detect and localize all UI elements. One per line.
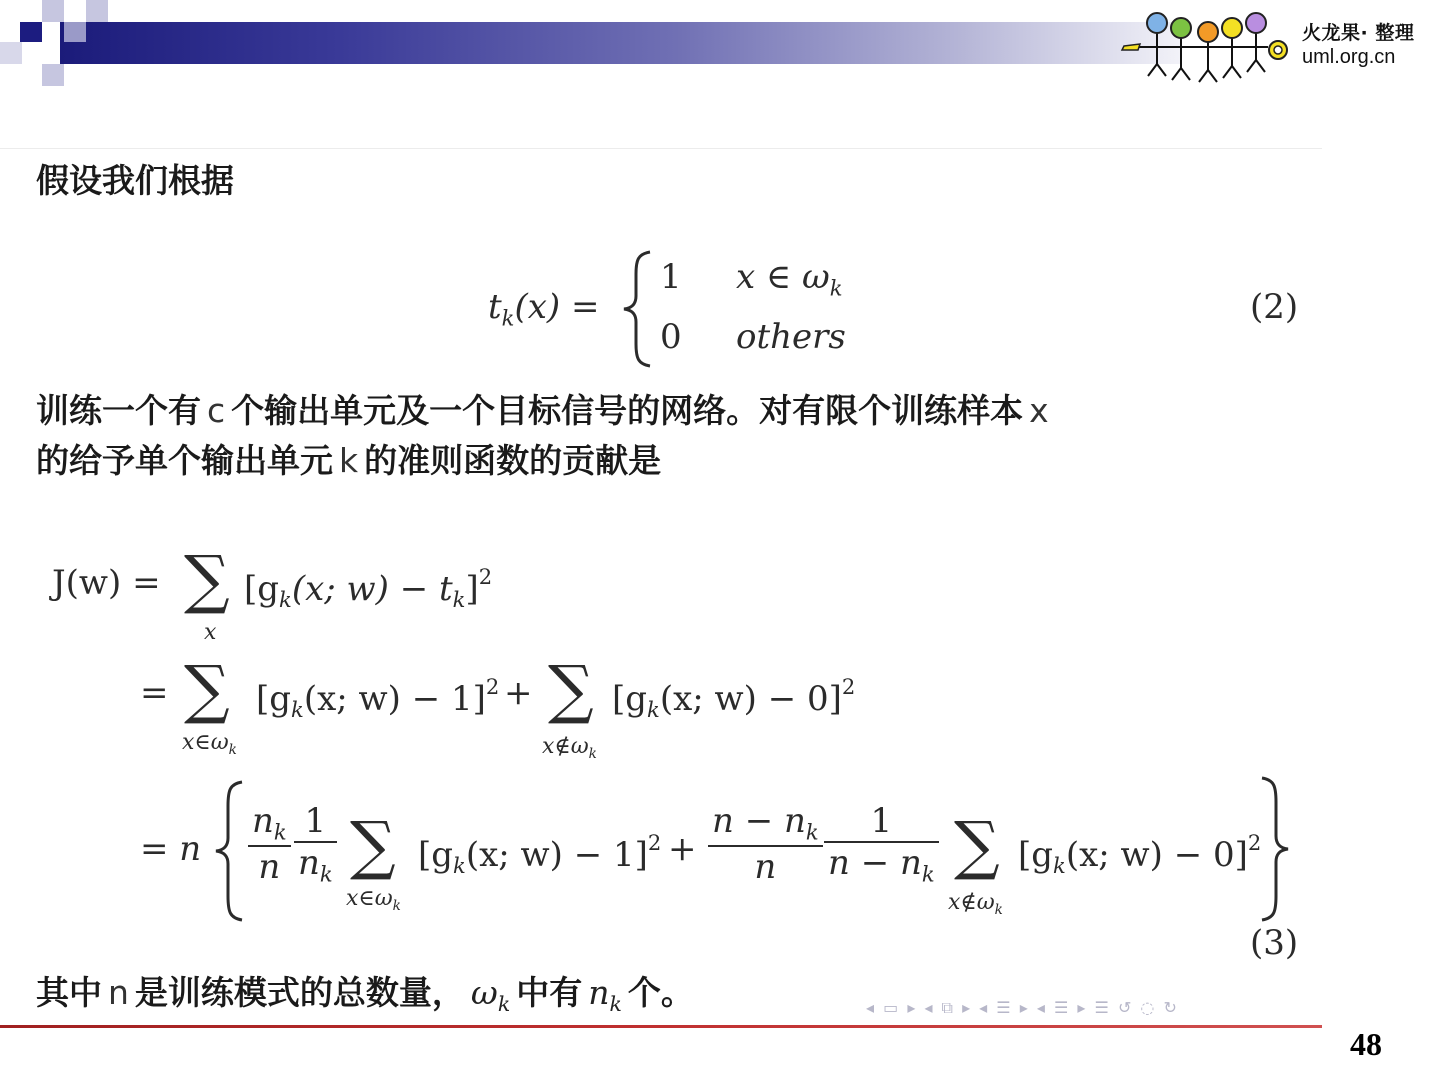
- eq2-lhs: $t_k(x)$ =: [488, 287, 600, 331]
- eq2-case1-condition: x ∈ $\omega_k$: [736, 257, 843, 301]
- eq3-row2-under1: $x\in\omega_k$: [182, 730, 237, 758]
- eq2-label: (2): [1250, 287, 1299, 327]
- header-square-lavender: [86, 0, 108, 22]
- eq3-row3-eq: = n: [140, 829, 202, 869]
- left-brace-icon: [620, 248, 656, 370]
- sum-symbol-icon: ∑: [350, 809, 396, 883]
- sum-symbol-icon: ∑: [548, 653, 594, 727]
- right-brace-icon: [1256, 774, 1292, 924]
- logo-url: uml.org.cn: [1302, 46, 1396, 68]
- beamer-navigation-icons[interactable]: ◂ ▭ ▸ ◂ ⧉ ▸ ◂ ☰ ▸ ◂ ☰ ▸ ☰ ↺ ◌ ↻: [866, 998, 1179, 1017]
- sum-symbol-icon: ∑: [184, 543, 230, 617]
- eq3-row1-under: x: [204, 620, 217, 645]
- text-last-line: 其中 n 是训练模式的总数量， $\omega_k$ 中有 $n_k$ 个。: [36, 973, 694, 1017]
- eq2-case2-value: 0: [660, 317, 682, 357]
- text-para-line1: 训练一个有 c 个输出单元及一个目标信号的网络。对有限个训练样本 x: [36, 391, 1049, 430]
- eq3-row3-term1: [$g_k(x$; w) − 1]$^2$: [418, 830, 662, 879]
- eq3-row3-term2: [$g_k(x$; w) − 0]$^2$: [1018, 830, 1262, 879]
- eq3-row3-under1: $x\in\omega_k$: [346, 886, 401, 914]
- eq3-row1-body: [$g_k(x$; $w) - t_k]^2$: [244, 564, 493, 613]
- fraction-nk-over-n: $\frac{n_k}{n}$: [248, 802, 291, 887]
- footer-divider: [0, 1025, 1322, 1028]
- eq3-row2-eq: =: [140, 673, 169, 713]
- fraction-n-minus-nk-over-n: $\frac{n - n_k}{n}$: [708, 802, 823, 887]
- header-gradient-bar: [60, 22, 1180, 64]
- eq2-case2-condition: others: [736, 317, 846, 357]
- sum-symbol-icon: ∑: [954, 809, 1000, 883]
- eq2-case1-value: 1: [660, 257, 682, 297]
- eq3-row2-under2: $x\notin\omega_k$: [542, 734, 597, 762]
- eq3-row3-under2: $x\notin\omega_k$: [948, 890, 1003, 918]
- stick-figures-logo-icon: [1118, 8, 1298, 86]
- text-line1: 假设我们根据: [36, 161, 234, 200]
- eq3-row2-plus: +: [504, 673, 533, 713]
- header-square-navy: [20, 22, 42, 42]
- eq3-row2-term1: [$g_k(x$; w) − 1]$^2$: [256, 674, 500, 723]
- page-number: 48: [1350, 1026, 1382, 1062]
- header-square-lavender: [0, 42, 22, 64]
- text-para-line2: 的给予单个输出单元 k 的准则函数的贡献是: [36, 441, 662, 480]
- sum-symbol-icon: ∑: [184, 653, 230, 727]
- eq3-row3-plus: +: [668, 829, 697, 869]
- left-brace-icon: [212, 778, 248, 924]
- header-square-lavender: [42, 0, 64, 22]
- fraction-1-over-nk: $\frac{1}{n_k}$: [294, 802, 337, 887]
- eq3-label: (3): [1250, 923, 1299, 963]
- logo-text-cn: 火龙果· 整理: [1302, 22, 1415, 44]
- header-square-lavender: [42, 64, 64, 86]
- eq3-row2-term2: [$g_k(x$; w) − 0]$^2$: [612, 674, 856, 723]
- header-square-lavender: [64, 22, 86, 42]
- fraction-1-over-n-minus-nk: $\frac{1}{n - n_k}$: [824, 802, 939, 887]
- eq3-row1-lhs: J(w) =: [52, 563, 161, 603]
